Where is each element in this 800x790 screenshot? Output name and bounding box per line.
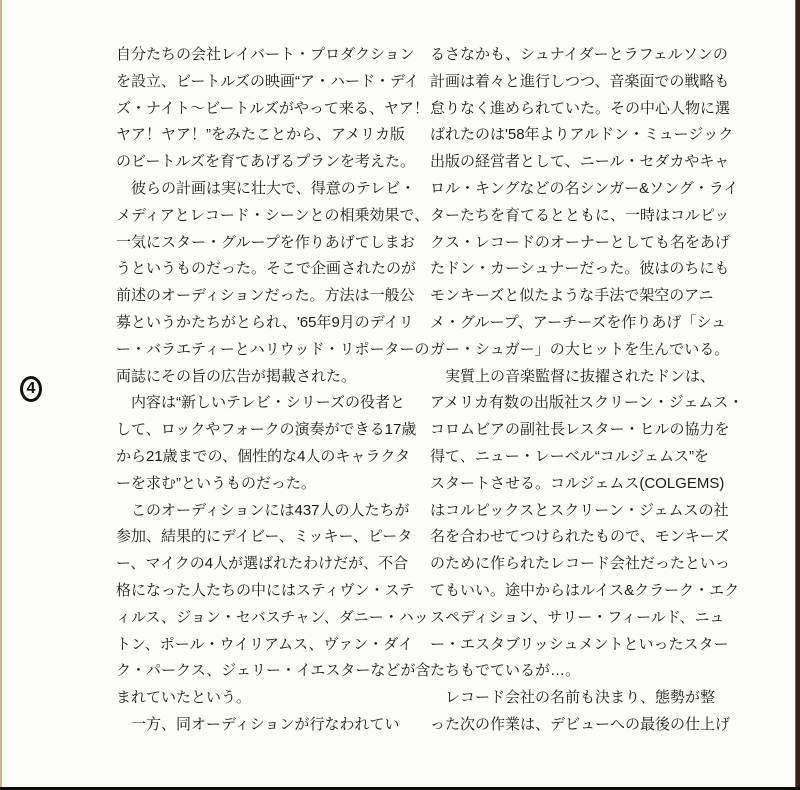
text-line: スペディション、サリー・フィールド、ニュ [430,608,725,626]
page-number: 4 [26,380,36,397]
text-line: 両誌にその旨の広告が掲載された。 [116,367,357,385]
text-line: ガー・シュガー」の大ヒットを生んでいる。 [430,340,730,358]
text-line: ー、マイクの4人が選ばれたわけだが、不合 [116,555,409,573]
text-line: ー・バラエティーとハリウッド・リポーターの [116,340,430,358]
text-line: このオーディションには437人の人たちが [116,501,410,519]
text-line: 募というかたちがとられ、'65年9月のデイリ [116,313,414,331]
text-line: コロムビアの副社長レスター・ヒルの協力を [430,421,730,439]
text-line: たちもでているが…。 [430,662,581,680]
text-line: モンキーズと似たような手法で架空のアニ [430,287,714,305]
text-line: てもいい。途中からはルイス&クラーク・エク [430,581,740,599]
text-line: 出版の経営者として、ニール・セダカやキャ [430,153,730,171]
text-line: アメリカ有数の出版社スクリーン・ジェムス・ [430,394,744,412]
text-line: たドン・カーシュナーだった。彼はのちにも [430,260,730,278]
text-line: うというものだった。そこで企画されたのが [116,260,417,278]
text-line: メ・グループ、アーチーズを作りあげ「シュ [430,313,727,331]
text-line: 格になった人たちの中にはスティヴン・ステ [116,581,415,599]
text-line: のために作られたレコード会社だったといっ [430,555,731,573]
text-line: ーを求む”というものだった。 [116,474,316,492]
text-line: レコード会社の名前も決まり、態勢が整 [430,689,716,707]
text-column-left [116,42,431,739]
text-line: 計画は着々と進行しつつ、音楽面での戦略も [430,72,730,90]
text-line: メディアとレコード・シーンとの相乗効果で、 [116,206,430,224]
text-line: 彼らの計画は実に壮大で、得意のテレビ・ [116,179,416,197]
text-line: 参加、結果的にデイビー、ミッキー、ピータ [116,528,413,546]
text-line: はコルピックスとスクリーン・ジェムスの社 [430,501,729,519]
text-line: るさなかも、シュナイダーとラフェルソンの [430,46,728,63]
text-line: った次の作業は、デビューへの最後の仕上げ [430,715,731,733]
text-line: ばれたのは'58年よりアルドン・ミュージック [430,126,734,144]
text-line: まれていたという。 [116,689,252,707]
text-line: 得て、ニュー・レーベル“コルジェムス”を [430,447,710,465]
text-line: 内容は“新しいテレビ・シリーズの役者と [116,394,405,412]
text-line: トン、ポール・ウイリアムス、ヴァン・ダイ [116,635,414,653]
text-line: ズ・ナイト〜ビートルズがやって来る、ヤア！ [116,99,429,117]
text-line: クス・レコードのオーナーとしても名をあげ [430,233,730,251]
text-column-right [430,42,748,739]
text-line: ロル・キングなどの名シンガー&ソング・ライ [430,179,739,197]
text-line: ヤア！ヤア！”をみたことから、アメリカ版 [116,126,405,144]
text-line: 自分たちの会社レイバート・プロダクション [116,46,415,63]
text-line: から21歳までの、個性的な4人のキャラクタ [116,447,411,465]
text-line: ターたちを育てるとともに、一時はコルピッ [430,206,730,224]
text-line: ク・パークス、ジェリー・イエスターなどが含 [116,662,431,680]
page-number-badge [20,376,42,402]
text-line: ィルス、ジョン・セバスチャン、ダニー・ハッ [116,608,429,626]
text-line: して、ロックやフォークの演奏ができる17歳 [116,421,417,439]
text-line: 前述のオーディションだった。方法は一般公 [116,287,415,305]
text-line: スタートさせる。コルジェムス(COLGEMS) [430,474,725,492]
text-line: ー・エスタブリッシュメントといったスター [430,635,729,653]
text-line: を設立、ビートルズの映画“ア・ハード・デイ [116,72,419,90]
text-line: 一方、同オーディションが行なわれてい [116,715,400,733]
text-line: のビートルズを育てあげるプランを考えた。 [116,153,415,171]
text-line: 名を合わせてつけられたもので、モンキーズ [430,528,729,546]
text-line: 一気にスター・グループを作りあげてしまお [116,233,415,251]
text-line: 実質上の音楽監督に抜擢されたドンは、 [430,367,716,385]
scan-edge-right [795,0,800,790]
scan-edge-left [0,0,2,790]
text-line: 怠りなく進められていた。その中心人物に選 [430,99,731,117]
